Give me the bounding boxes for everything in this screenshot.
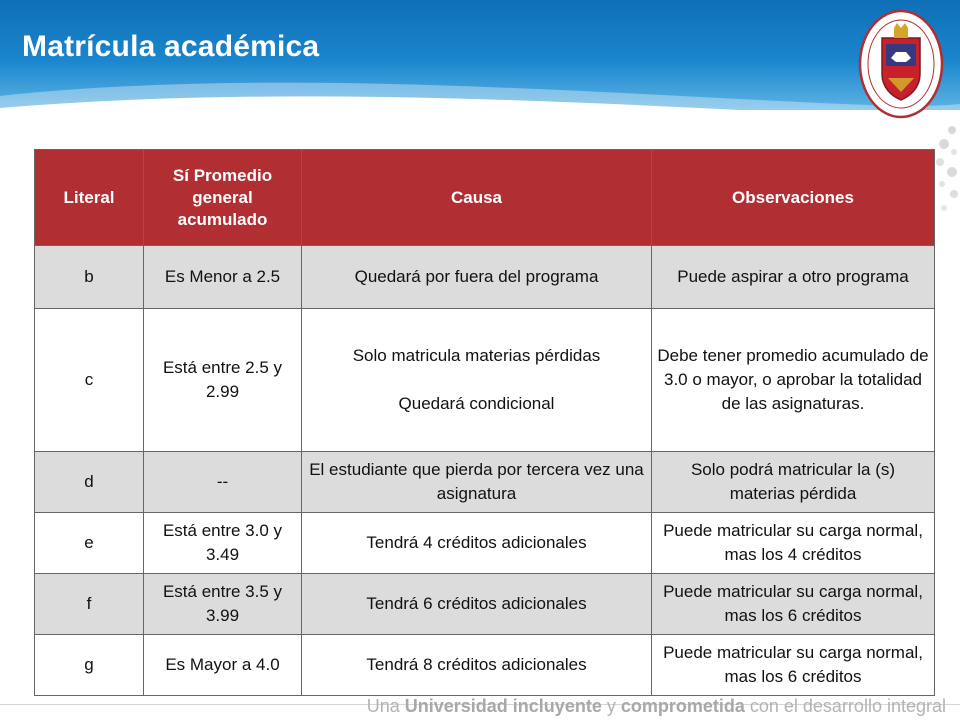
footer-text-3: y [601,696,621,716]
cell-causa: Tendrá 8 créditos adicionales [302,635,652,696]
cell-causa: Tendrá 4 créditos adicionales [302,513,652,574]
cell-causa: Quedará por fuera del programa [302,246,652,309]
cell-promedio: -- [144,452,302,513]
cell-causa: El estudiante que pierda por tercera vez una asignatura [302,452,652,513]
table-row [35,309,935,452]
university-seal-logo [858,8,944,124]
cell-literal: b [35,246,144,309]
header-literal: Literal [35,150,144,246]
footer-slogan [367,696,946,717]
footer-text-4: comprometida [620,696,745,716]
cell-literal: f [35,574,144,635]
cell-promedio: Es Menor a 2.5 [144,246,302,309]
cell-causa-line-2: Quedará condicional [398,394,555,413]
slide-header [0,0,960,110]
footer-text-2: Universidad incluyente [404,696,602,716]
cell-observaciones: Solo podrá matricular la (s) materias pérdida [652,452,935,513]
cell-promedio: Está entre 3.5 y 3.99 [144,574,302,635]
table-header-row [35,150,935,246]
enrollment-table [34,149,935,696]
header-causa: Causa [302,150,652,246]
cell-causa [302,309,652,452]
footer-text-1: Una [366,696,405,716]
table-row [35,246,935,309]
slide-title: Matrícula académica [22,30,320,63]
cell-literal: g [35,635,144,696]
table-row [35,452,935,513]
cell-causa: Tendrá 6 créditos adicionales [302,574,652,635]
cell-promedio: Está entre 2.5 y 2.99 [144,309,302,452]
cell-observaciones: Puede aspirar a otro programa [652,246,935,309]
cell-literal: e [35,513,144,574]
cell-literal: d [35,452,144,513]
cell-promedio: Está entre 3.0 y 3.49 [144,513,302,574]
footer-text-5: con el desarrollo integral [744,696,946,716]
cell-observaciones: Puede matricular su carga normal, mas los 4 créditos [652,513,935,574]
cell-literal: c [35,309,144,452]
table-row [35,513,935,574]
cell-promedio: Es Mayor a 4.0 [144,635,302,696]
header-observaciones: Observaciones [652,150,935,246]
cell-observaciones: Debe tener promedio acumulado de 3.0 o mayor, o aprobar la totalidad de las asignaturas. [652,309,935,452]
cell-observaciones: Puede matricular su carga normal, mas los 6 créditos [652,635,935,696]
cell-observaciones: Puede matricular su carga normal, mas los 6 créditos [652,574,935,635]
cell-causa-line-1: Solo matricula materias pérdidas [352,346,601,365]
cell-causa-spacer [307,368,646,392]
header-promedio: Sí Promedio general acumulado [144,150,302,246]
table-row [35,635,935,696]
table-row [35,574,935,635]
